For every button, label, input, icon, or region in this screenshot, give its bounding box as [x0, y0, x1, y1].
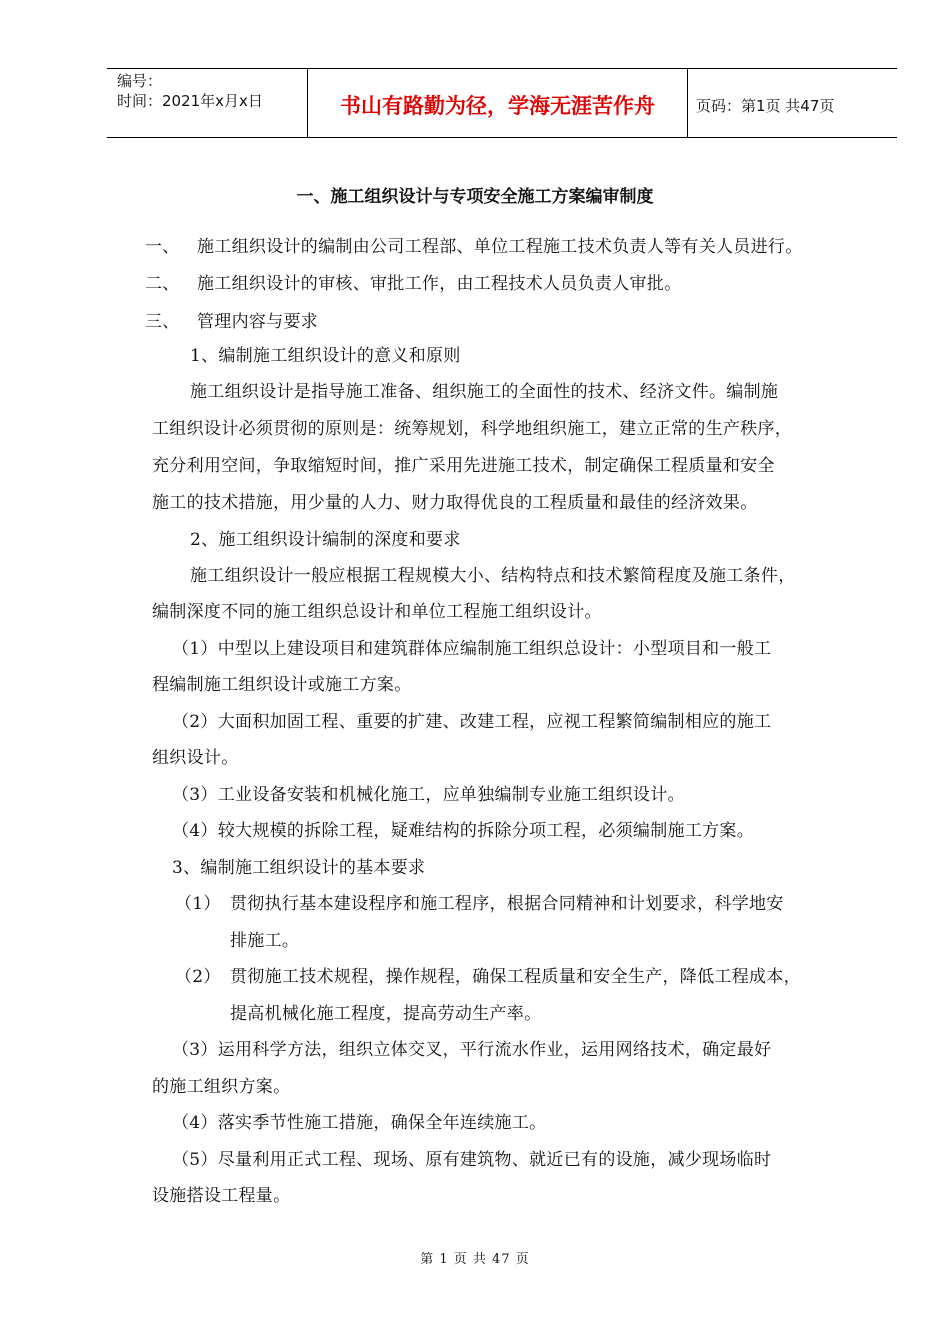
- paragraph-line: （4）落实季节性施工措施，确保全年连续施工。: [172, 1113, 547, 1133]
- page-header: [107, 68, 897, 138]
- header-page-info: 页码：第1页 共47页: [696, 96, 835, 115]
- time-label: 时间：2021年x月x日: [117, 92, 263, 110]
- paragraph-line: [145, 236, 803, 258]
- item-number: 一、: [145, 237, 180, 257]
- paragraph-line: 提高机械化施工程度，提高劳动生产率。: [230, 1004, 542, 1024]
- paragraph-line: 程编制施工组织设计或施工方案。: [152, 675, 412, 695]
- paragraph-line: （3）工业设备安装和机械化施工，应单独编制专业施工组织设计。: [172, 785, 685, 805]
- paragraph-line: 施工组织设计一般应根据工程规模大小、结构特点和技术繁简程度及施工条件，: [190, 566, 796, 586]
- paragraph-line: 工组织设计必须贯彻的原则是：统筹规划，科学地组织施工，建立正常的生产秩序，: [152, 419, 793, 439]
- paragraph-line: （4）较大规模的拆除工程，疑难结构的拆除分项工程，必须编制施工方案。: [172, 821, 755, 841]
- item-number: （2）: [175, 967, 221, 987]
- item-number: 三、: [145, 312, 180, 332]
- paragraph-line: 组织设计。: [152, 748, 239, 768]
- paragraph-line: [175, 893, 784, 915]
- header-motto: 书山有路勤为径，学海无涯苦作舟: [308, 69, 688, 137]
- header-meta: [107, 69, 308, 137]
- paragraph-line: [145, 311, 318, 333]
- item-number: 二、: [145, 274, 180, 294]
- paragraph-line: 的施工组织方案。: [152, 1077, 291, 1097]
- paragraph-line: [175, 966, 801, 988]
- paragraph-line: （5）尽量利用正式工程、现场、原有建筑物、就近已有的设施，减少现场临时: [172, 1150, 772, 1170]
- serial-label: 编号：: [117, 72, 163, 90]
- item-text: 管理内容与要求: [197, 312, 319, 332]
- paragraph-line: 2、施工组织设计编制的深度和要求: [190, 530, 461, 550]
- paragraph-line: 3、编制施工组织设计的基本要求: [172, 858, 426, 878]
- item-number: （1）: [175, 894, 221, 914]
- paragraph-line: （1）中型以上建设项目和建筑群体应编制施工组织总设计：小型项目和一般工: [172, 639, 772, 659]
- paragraph-line: （3）运用科学方法，组织立体交叉，平行流水作业，运用网络技术，确定最好: [172, 1040, 772, 1060]
- page-footer: 第 1 页 共 47 页: [420, 1252, 530, 1267]
- paragraph-line: [145, 273, 681, 295]
- paragraph-line: 施工组织设计是指导施工准备、组织施工的全面性的技术、经济文件。编制施: [190, 382, 779, 402]
- paragraph-line: （2）大面积加固工程、重要的扩建、改建工程，应视工程繁简编制相应的施工: [172, 712, 772, 732]
- item-text: 施工组织设计的编制由公司工程部、单位工程施工技术负责人等有关人员进行。: [197, 237, 803, 257]
- document-title: 一、施工组织设计与专项安全施工方案编审制度: [296, 187, 654, 207]
- paragraph-line: 设施搭设工程量。: [152, 1186, 291, 1206]
- paragraph-line: 排施工。: [230, 931, 300, 951]
- paragraph-line: 编制深度不同的施工组织总设计和单位工程施工组织设计。: [152, 602, 602, 622]
- item-text: 贯彻施工技术规程，操作规程，确保工程质量和安全生产，降低工程成本，: [230, 967, 801, 987]
- item-text: 贯彻执行基本建设程序和施工程序，根据合同精神和计划要求，科学地安: [230, 894, 784, 914]
- paragraph-line: 1、编制施工组织设计的意义和原则: [190, 346, 461, 366]
- paragraph-line: 施工的技术措施，用少量的人力、财力取得优良的工程质量和最佳的经济效果。: [152, 493, 758, 513]
- item-text: 施工组织设计的审核、审批工作，由工程技术人员负责人审批。: [197, 274, 682, 294]
- paragraph-line: 充分利用空间，争取缩短时间，推广采用先进施工技术，制定确保工程质量和安全: [152, 456, 775, 476]
